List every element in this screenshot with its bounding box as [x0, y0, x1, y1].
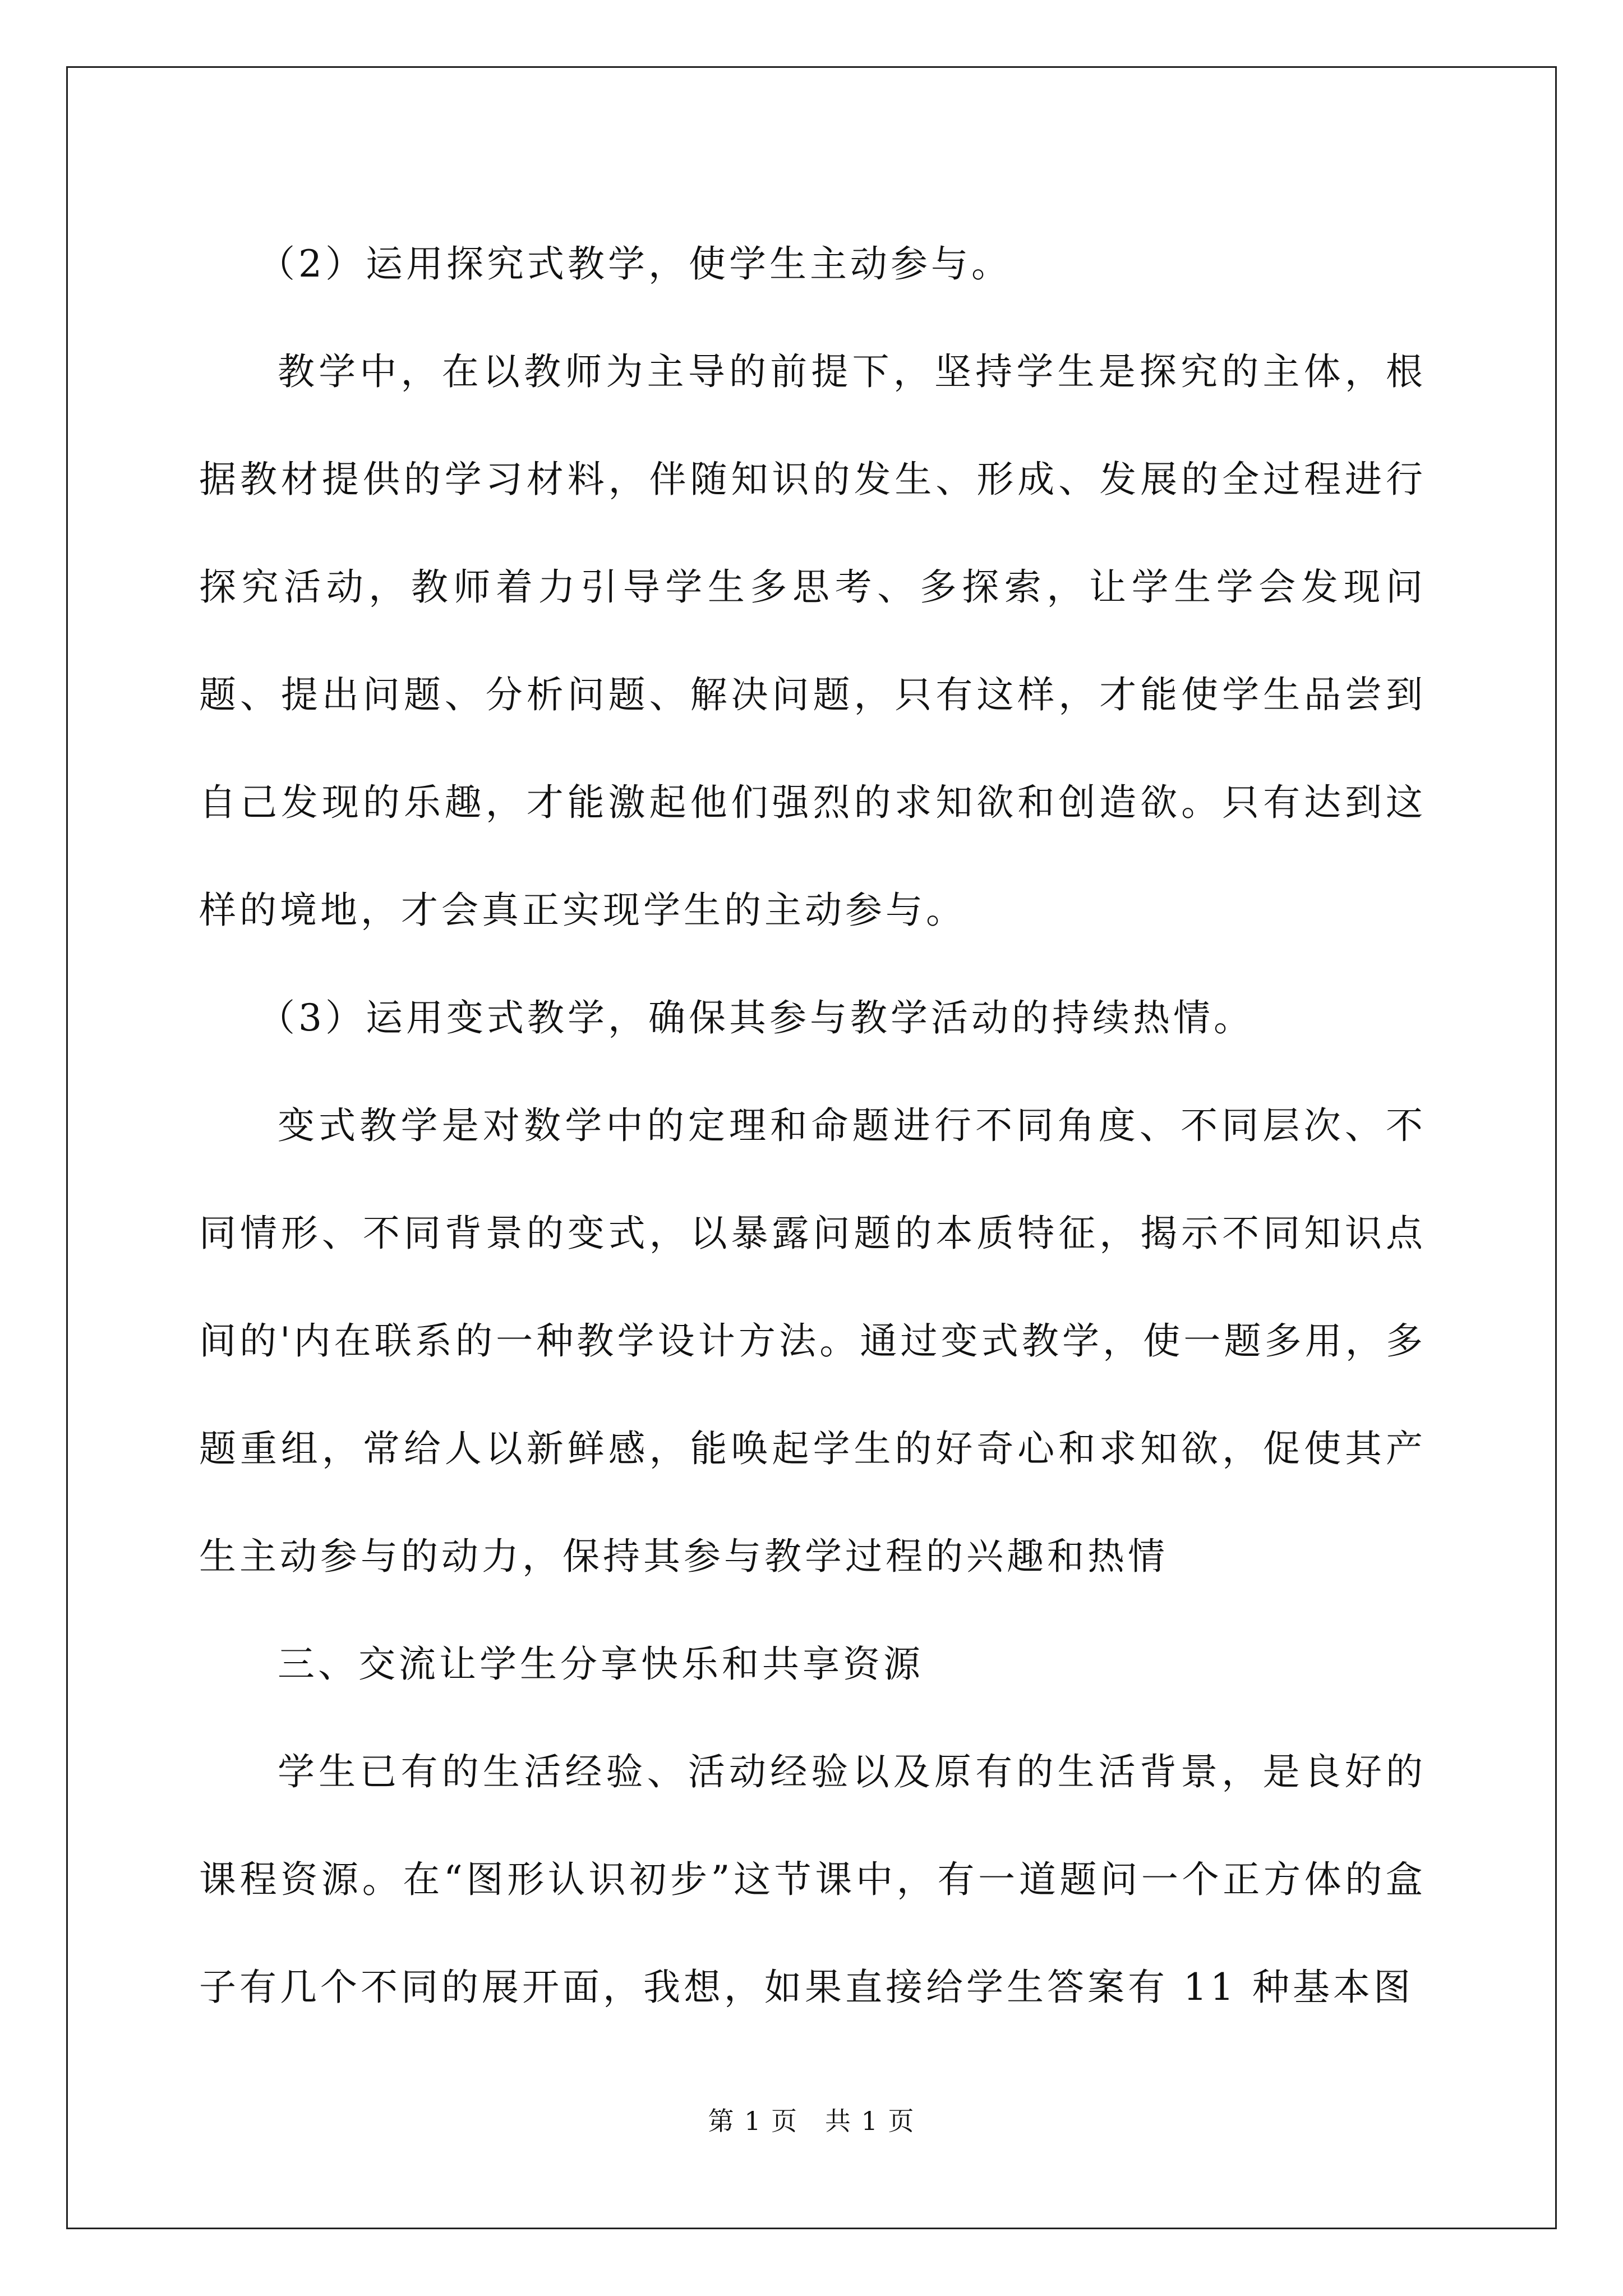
section-heading-3: （3）运用变式教学，确保其参与教学活动的持续热情。: [258, 996, 1254, 1039]
paragraph-resources: 学生已有的生活经验、活动经验以及原有的生活背景，是良好的课程资源。在“图形认识初步”这节课中，有一道题问一个正方体的盒子有几个不同的展开面，我想，如果直接给学生答案有 11 种基本图: [199, 1750, 1426, 2009]
section-heading-2: （2）运用探究式教学，使学生主动参与。: [258, 242, 1012, 286]
section-heading-exchange: 三、交流让学生分享快乐和共享资源: [278, 1642, 924, 1686]
paragraph-variation-teaching: 变式教学是对数学中的定理和命题进行不同角度、不同层次、不同情形、不同背景的变式，以暴露问题的本质特征，揭示不同知识点间的'内在联系的一种教学设计方法。通过变式教学，使一题多用，多题重组，常给人以新鲜感，能唤起学生的好奇心和求知欲，促使其产生主动参与的动力，保持其参与教学过程的兴趣和热情: [199, 1104, 1426, 1578]
paragraph-inquiry-teaching: 教学中，在以教师为主导的前提下，坚持学生是探究的主体，根据教材提供的学习材料，伴随知识的发生、形成、发展的全过程进行探究活动，教师着力引导学生多思考、多探索，让学生学会发现问题、提出问题、分析问题、解决问题，只有这样，才能使学生品尝到自己发现的乐趣，才能激起他们强烈的求知欲和创造欲。只有达到这样的境地，才会真正实现学生的主动参与。: [199, 350, 1426, 932]
document-body: [199, 210, 1426, 2041]
page-number: 第 1 页 共 1 页: [708, 2106, 915, 2136]
